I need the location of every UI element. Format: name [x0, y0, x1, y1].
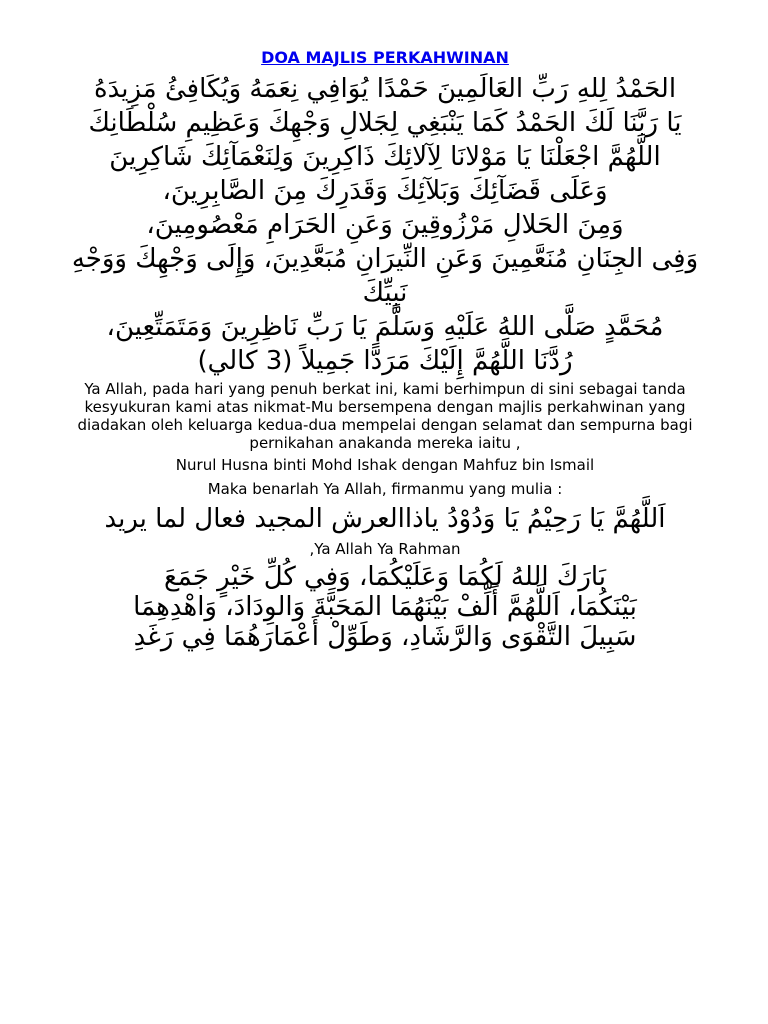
ya-rahman-line: ,Ya Allah Ya Rahman	[309, 540, 461, 558]
arabic-barakallah-line-3: سَبِيلَ التَّقْوَى وَالرَّشَادِ، وَطَوِّلْ أَعْمَارَهُمَا فِي رَغَدِ	[133, 622, 637, 652]
document-title[interactable]: DOA MAJLIS PERKAHWINAN	[261, 48, 509, 67]
arabic-prayer-ya-rahim: اَللَّهُمَّ يَا رَحِيْمُ يَا وَدُوْدُ ياذاالعرش المجيد فعال لما يريد	[104, 504, 666, 534]
arabic-line-6: وَفِى الجِنَانِ مُنَعَّمِينَ وَعَنِ النِّيرَانِ مُبَعَّدِينَ، وَإِلَى وَجْهِكَ وَوَجْهِ نَبِيِّكَ	[71, 244, 699, 308]
arabic-line-7: مُحَمَّدٍ صَلَّى اللهُ عَلَيْهِ وَسَلَّمَ يَا رَبِّ نَاظِرِينَ وَمَتَمَتِّعِينَ،	[106, 312, 664, 342]
arabic-line-3: اللَّهُمَّ اجْعَلْنَا يَا مَوْلانَا لِآلائِكَ ذَاكِرِينَ وَلِنَعْمَآئِكَ شَاكِرِينَ	[109, 142, 661, 172]
couple-names-line: Nurul Husna binti Mohd Ishak dengan Mahfuz bin Ismail	[175, 456, 595, 474]
malay-paragraph: Ya Allah, pada hari yang penuh berkat ini, kami berhimpun di sini sebagai tanda kesyukuran kami atas nikmat-Mu bersempena dengan majlis perkahwinan yang diadakan oleh keluarga kedua-dua mempelai dengan selamat dan sempurna bagi pernikahan anakanda mereka iaitu ,	[77, 380, 693, 452]
arabic-line-8: رُدَّنَا اللَّهُمَّ إِلَيْكَ مَرَدًّا جَمِيلاً (3 كالي)	[197, 346, 573, 376]
arabic-line-4: وَعَلَى قَضَآئِكَ وَبَلآئِكَ وَقَدَرِكَ مِنَ الصَّابِرِينَ،	[162, 176, 608, 206]
arabic-line-1: الحَمْدُ لِلهِ رَبِّ العَالَمِينَ حَمْدًا يُوَافِي نِعَمَهُ وَيُكَافِئُ مَزِيدَهُ	[93, 74, 677, 104]
arabic-line-5: وَمِنَ الحَلالِ مَرْزُوقِينَ وَعَنِ الحَرَامِ مَعْصُومِينَ،	[146, 210, 624, 240]
arabic-barakallah-line-2: بَيْنَكُمَا، اَللَّهُمَّ أَلِّفْ بَيْنَهُمَا المَحَبَّةَ وَالوِدَادَ، وَاهْدِهِمَا	[133, 592, 637, 622]
document-page	[60, 40, 710, 652]
firman-line: Maka benarlah Ya Allah, firmanmu yang mulia :	[207, 480, 563, 498]
arabic-barakallah-line-1: بَارَكَ اللهُ لَكُمَا وَعَلَيْكُمَا، وَفِي كُلِّ خَيْرٍ جَمَعَ	[163, 562, 607, 592]
arabic-line-2: يَا رَبَّنَا لَكَ الحَمْدُ كَمَا يَنْبَغِي لِجَلالِ وَجْهِكَ وَعَظِيمِ سُلْطَانِكَ	[88, 108, 682, 138]
